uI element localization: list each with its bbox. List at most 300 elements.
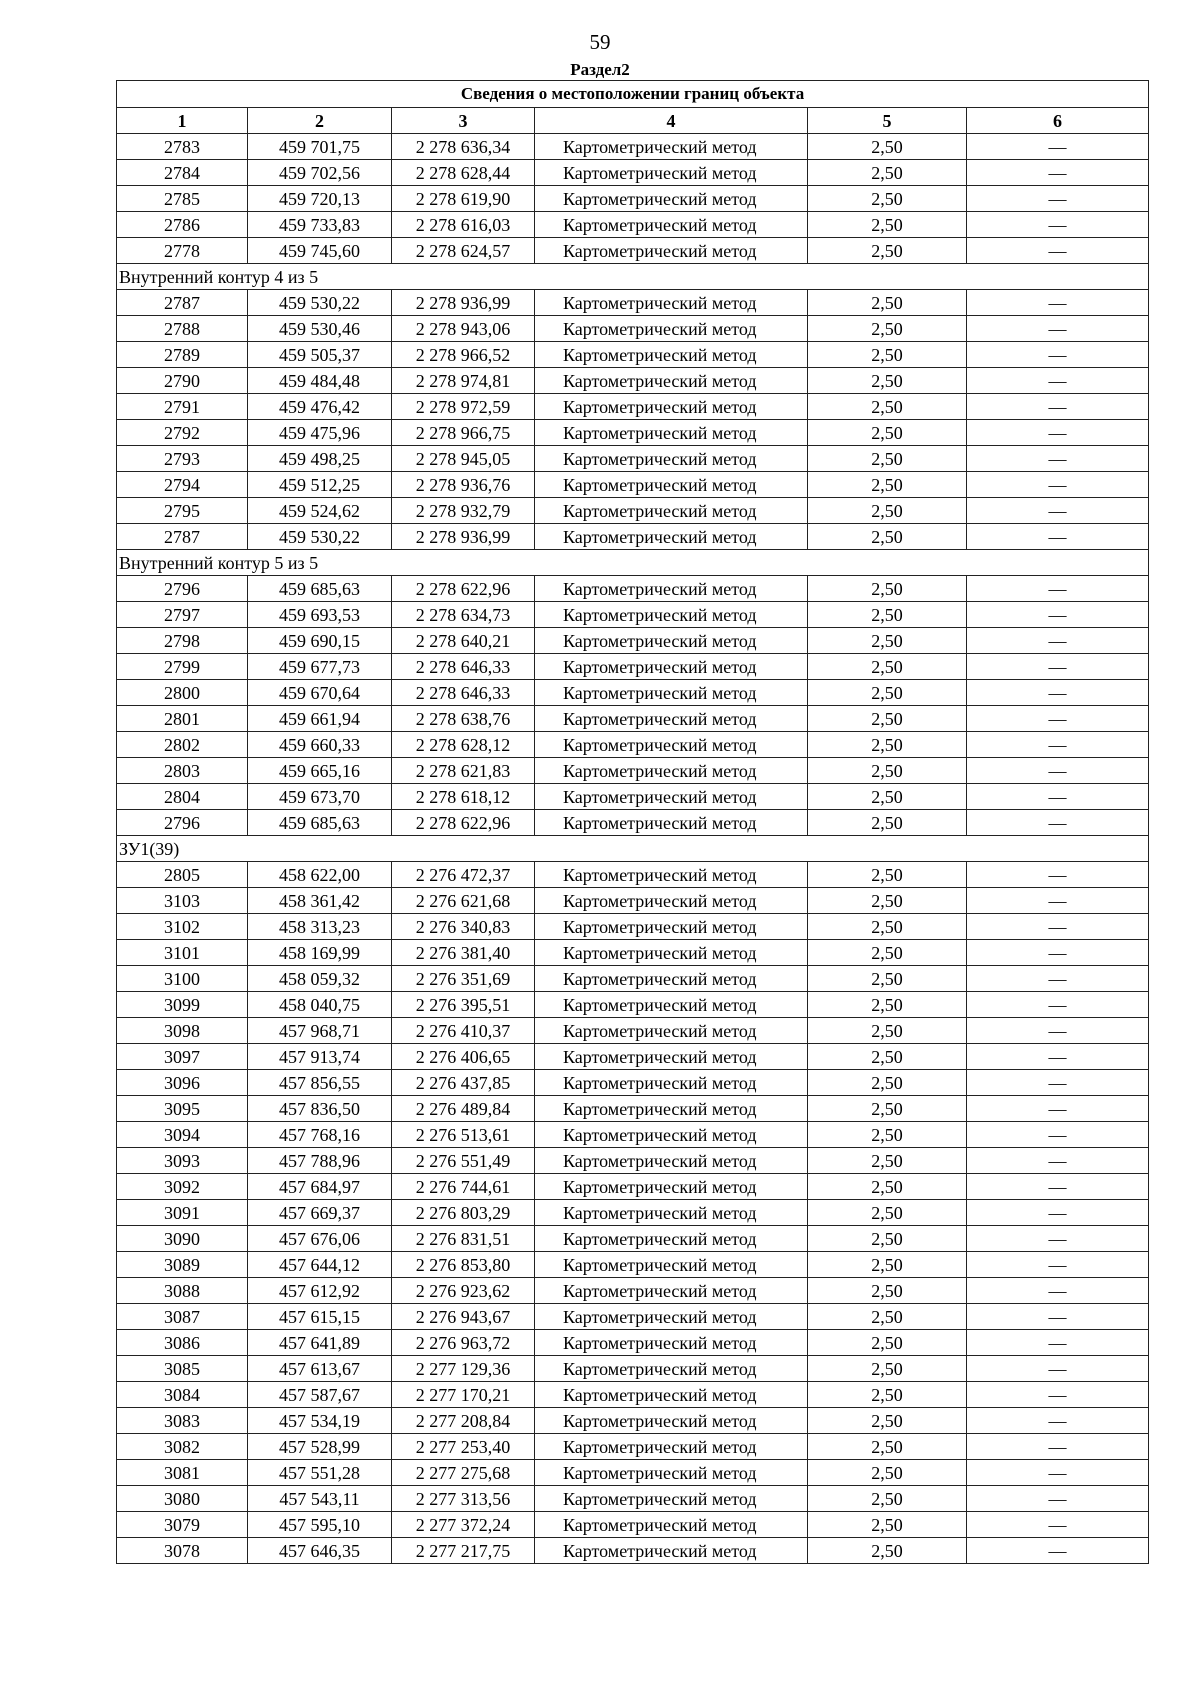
column-header: 6 bbox=[967, 108, 1149, 134]
x-coordinate-cell: 457 856,55 bbox=[248, 1070, 392, 1096]
table-row bbox=[117, 1122, 1149, 1148]
accuracy-cell: 2,50 bbox=[808, 1226, 967, 1252]
point-number-cell: 2786 bbox=[117, 212, 248, 238]
point-number-cell: 3091 bbox=[117, 1200, 248, 1226]
y-coordinate-cell: 2 278 640,21 bbox=[392, 628, 535, 654]
table-row bbox=[117, 576, 1149, 602]
method-cell: Картометрический метод bbox=[535, 1538, 808, 1564]
y-coordinate-cell: 2 278 622,96 bbox=[392, 810, 535, 836]
x-coordinate-cell: 459 530,46 bbox=[248, 316, 392, 342]
description-cell: — bbox=[967, 1122, 1149, 1148]
table-row bbox=[117, 1096, 1149, 1122]
method-cell: Картометрический метод bbox=[535, 524, 808, 550]
x-coordinate-cell: 457 595,10 bbox=[248, 1512, 392, 1538]
point-number-cell: 3078 bbox=[117, 1538, 248, 1564]
x-coordinate-cell: 457 641,89 bbox=[248, 1330, 392, 1356]
accuracy-cell: 2,50 bbox=[808, 1174, 967, 1200]
table-row bbox=[117, 784, 1149, 810]
method-cell: Картометрический метод bbox=[535, 342, 808, 368]
point-number-cell: 2793 bbox=[117, 446, 248, 472]
point-number-cell: 3096 bbox=[117, 1070, 248, 1096]
contour-group-label: ЗУ1(39) bbox=[117, 836, 1149, 862]
table-row bbox=[117, 628, 1149, 654]
description-cell: — bbox=[967, 1512, 1149, 1538]
accuracy-cell: 2,50 bbox=[808, 1330, 967, 1356]
point-number-cell: 3080 bbox=[117, 1486, 248, 1512]
method-cell: Картометрический метод bbox=[535, 1330, 808, 1356]
method-cell: Картометрический метод bbox=[535, 316, 808, 342]
point-number-cell: 3087 bbox=[117, 1304, 248, 1330]
accuracy-cell: 2,50 bbox=[808, 1200, 967, 1226]
x-coordinate-cell: 457 836,50 bbox=[248, 1096, 392, 1122]
method-cell: Картометрический метод bbox=[535, 992, 808, 1018]
description-cell: — bbox=[967, 914, 1149, 940]
point-number-cell: 2784 bbox=[117, 160, 248, 186]
accuracy-cell: 2,50 bbox=[808, 186, 967, 212]
method-cell: Картометрический метод bbox=[535, 1460, 808, 1486]
accuracy-cell: 2,50 bbox=[808, 602, 967, 628]
column-header: 1 bbox=[117, 108, 248, 134]
point-number-cell: 3079 bbox=[117, 1512, 248, 1538]
y-coordinate-cell: 2 277 372,24 bbox=[392, 1512, 535, 1538]
point-number-cell: 2796 bbox=[117, 810, 248, 836]
accuracy-cell: 2,50 bbox=[808, 446, 967, 472]
description-cell: — bbox=[967, 472, 1149, 498]
y-coordinate-cell: 2 276 395,51 bbox=[392, 992, 535, 1018]
description-cell: — bbox=[967, 966, 1149, 992]
table-row bbox=[117, 1330, 1149, 1356]
description-cell: — bbox=[967, 1200, 1149, 1226]
point-number-cell: 2799 bbox=[117, 654, 248, 680]
y-coordinate-cell: 2 276 437,85 bbox=[392, 1070, 535, 1096]
point-number-cell: 2800 bbox=[117, 680, 248, 706]
method-cell: Картометрический метод bbox=[535, 1096, 808, 1122]
description-cell: — bbox=[967, 1460, 1149, 1486]
x-coordinate-cell: 457 646,35 bbox=[248, 1538, 392, 1564]
table-row bbox=[117, 290, 1149, 316]
description-cell: — bbox=[967, 342, 1149, 368]
x-coordinate-cell: 457 684,97 bbox=[248, 1174, 392, 1200]
accuracy-cell: 2,50 bbox=[808, 290, 967, 316]
y-coordinate-cell: 2 276 943,67 bbox=[392, 1304, 535, 1330]
point-number-cell: 3088 bbox=[117, 1278, 248, 1304]
description-cell: — bbox=[967, 1226, 1149, 1252]
table-row bbox=[117, 394, 1149, 420]
y-coordinate-cell: 2 277 253,40 bbox=[392, 1434, 535, 1460]
accuracy-cell: 2,50 bbox=[808, 1434, 967, 1460]
method-cell: Картометрический метод bbox=[535, 888, 808, 914]
table-row bbox=[117, 212, 1149, 238]
method-cell: Картометрический метод bbox=[535, 186, 808, 212]
method-cell: Картометрический метод bbox=[535, 160, 808, 186]
x-coordinate-cell: 457 676,06 bbox=[248, 1226, 392, 1252]
description-cell: — bbox=[967, 524, 1149, 550]
point-number-cell: 2778 bbox=[117, 238, 248, 264]
description-cell: — bbox=[967, 1382, 1149, 1408]
accuracy-cell: 2,50 bbox=[808, 342, 967, 368]
column-header: 5 bbox=[808, 108, 967, 134]
x-coordinate-cell: 459 498,25 bbox=[248, 446, 392, 472]
accuracy-cell: 2,50 bbox=[808, 810, 967, 836]
x-coordinate-cell: 459 530,22 bbox=[248, 290, 392, 316]
description-cell: — bbox=[967, 784, 1149, 810]
y-coordinate-cell: 2 276 803,29 bbox=[392, 1200, 535, 1226]
description-cell: — bbox=[967, 316, 1149, 342]
point-number-cell: 2785 bbox=[117, 186, 248, 212]
point-number-cell: 2790 bbox=[117, 368, 248, 394]
point-number-cell: 2804 bbox=[117, 784, 248, 810]
description-cell: — bbox=[967, 1538, 1149, 1564]
method-cell: Картометрический метод bbox=[535, 1382, 808, 1408]
method-cell: Картометрический метод bbox=[535, 914, 808, 940]
method-cell: Картометрический метод bbox=[535, 1356, 808, 1382]
accuracy-cell: 2,50 bbox=[808, 472, 967, 498]
method-cell: Картометрический метод bbox=[535, 1252, 808, 1278]
y-coordinate-cell: 2 276 489,84 bbox=[392, 1096, 535, 1122]
description-cell: — bbox=[967, 1174, 1149, 1200]
point-number-cell: 2802 bbox=[117, 732, 248, 758]
description-cell: — bbox=[967, 602, 1149, 628]
y-coordinate-cell: 2 276 853,80 bbox=[392, 1252, 535, 1278]
x-coordinate-cell: 457 669,37 bbox=[248, 1200, 392, 1226]
contour-group-label: Внутренний контур 5 из 5 bbox=[117, 550, 1149, 576]
table-row bbox=[117, 1382, 1149, 1408]
table-row bbox=[117, 420, 1149, 446]
table-row bbox=[117, 1408, 1149, 1434]
table-caption-row bbox=[117, 81, 1149, 108]
x-coordinate-cell: 457 968,71 bbox=[248, 1018, 392, 1044]
description-cell: — bbox=[967, 732, 1149, 758]
method-cell: Картометрический метод bbox=[535, 1512, 808, 1538]
table-row bbox=[117, 316, 1149, 342]
y-coordinate-cell: 2 276 923,62 bbox=[392, 1278, 535, 1304]
boundary-coordinates-table bbox=[116, 80, 1149, 1564]
accuracy-cell: 2,50 bbox=[808, 1018, 967, 1044]
description-cell: — bbox=[967, 1070, 1149, 1096]
method-cell: Картометрический метод bbox=[535, 680, 808, 706]
method-cell: Картометрический метод bbox=[535, 706, 808, 732]
table-row bbox=[117, 758, 1149, 784]
method-cell: Картометрический метод bbox=[535, 628, 808, 654]
method-cell: Картометрический метод bbox=[535, 238, 808, 264]
description-cell: — bbox=[967, 212, 1149, 238]
y-coordinate-cell: 2 276 351,69 bbox=[392, 966, 535, 992]
y-coordinate-cell: 2 278 636,34 bbox=[392, 134, 535, 160]
x-coordinate-cell: 459 661,94 bbox=[248, 706, 392, 732]
y-coordinate-cell: 2 277 208,84 bbox=[392, 1408, 535, 1434]
point-number-cell: 2783 bbox=[117, 134, 248, 160]
table-row bbox=[117, 1070, 1149, 1096]
accuracy-cell: 2,50 bbox=[808, 1538, 967, 1564]
method-cell: Картометрический метод bbox=[535, 1434, 808, 1460]
description-cell: — bbox=[967, 498, 1149, 524]
y-coordinate-cell: 2 276 406,65 bbox=[392, 1044, 535, 1070]
description-cell: — bbox=[967, 680, 1149, 706]
x-coordinate-cell: 459 484,48 bbox=[248, 368, 392, 394]
y-coordinate-cell: 2 276 963,72 bbox=[392, 1330, 535, 1356]
description-cell: — bbox=[967, 1434, 1149, 1460]
method-cell: Картометрический метод bbox=[535, 576, 808, 602]
x-coordinate-cell: 459 693,53 bbox=[248, 602, 392, 628]
x-coordinate-cell: 459 685,63 bbox=[248, 576, 392, 602]
description-cell: — bbox=[967, 420, 1149, 446]
y-coordinate-cell: 2 276 340,83 bbox=[392, 914, 535, 940]
table-row bbox=[117, 160, 1149, 186]
x-coordinate-cell: 458 622,00 bbox=[248, 862, 392, 888]
accuracy-cell: 2,50 bbox=[808, 940, 967, 966]
accuracy-cell: 2,50 bbox=[808, 1252, 967, 1278]
method-cell: Картометрический метод bbox=[535, 1018, 808, 1044]
accuracy-cell: 2,50 bbox=[808, 732, 967, 758]
description-cell: — bbox=[967, 1408, 1149, 1434]
description-cell: — bbox=[967, 706, 1149, 732]
accuracy-cell: 2,50 bbox=[808, 888, 967, 914]
description-cell: — bbox=[967, 1096, 1149, 1122]
y-coordinate-cell: 2 278 932,79 bbox=[392, 498, 535, 524]
x-coordinate-cell: 457 543,11 bbox=[248, 1486, 392, 1512]
table-caption: Сведения о местоположении границ объекта bbox=[117, 81, 1149, 108]
accuracy-cell: 2,50 bbox=[808, 368, 967, 394]
table-row bbox=[117, 1226, 1149, 1252]
description-cell: — bbox=[967, 1304, 1149, 1330]
y-coordinate-cell: 2 276 551,49 bbox=[392, 1148, 535, 1174]
point-number-cell: 3099 bbox=[117, 992, 248, 1018]
accuracy-cell: 2,50 bbox=[808, 134, 967, 160]
x-coordinate-cell: 459 665,16 bbox=[248, 758, 392, 784]
table-row bbox=[117, 1174, 1149, 1200]
y-coordinate-cell: 2 277 275,68 bbox=[392, 1460, 535, 1486]
x-coordinate-cell: 457 913,74 bbox=[248, 1044, 392, 1070]
table-row bbox=[117, 1460, 1149, 1486]
method-cell: Картометрический метод bbox=[535, 420, 808, 446]
contour-group-label: Внутренний контур 4 из 5 bbox=[117, 264, 1149, 290]
table-row bbox=[117, 706, 1149, 732]
method-cell: Картометрический метод bbox=[535, 498, 808, 524]
method-cell: Картометрический метод bbox=[535, 1044, 808, 1070]
point-number-cell: 3095 bbox=[117, 1096, 248, 1122]
description-cell: — bbox=[967, 810, 1149, 836]
description-cell: — bbox=[967, 1486, 1149, 1512]
x-coordinate-cell: 457 644,12 bbox=[248, 1252, 392, 1278]
description-cell: — bbox=[967, 992, 1149, 1018]
description-cell: — bbox=[967, 394, 1149, 420]
y-coordinate-cell: 2 277 129,36 bbox=[392, 1356, 535, 1382]
y-coordinate-cell: 2 276 621,68 bbox=[392, 888, 535, 914]
description-cell: — bbox=[967, 1278, 1149, 1304]
contour-group-row bbox=[117, 836, 1149, 862]
table-row bbox=[117, 992, 1149, 1018]
description-cell: — bbox=[967, 1356, 1149, 1382]
description-cell: — bbox=[967, 1018, 1149, 1044]
point-number-cell: 3101 bbox=[117, 940, 248, 966]
description-cell: — bbox=[967, 238, 1149, 264]
accuracy-cell: 2,50 bbox=[808, 1278, 967, 1304]
y-coordinate-cell: 2 278 966,52 bbox=[392, 342, 535, 368]
point-number-cell: 2787 bbox=[117, 290, 248, 316]
accuracy-cell: 2,50 bbox=[808, 628, 967, 654]
point-number-cell: 2794 bbox=[117, 472, 248, 498]
description-cell: — bbox=[967, 1252, 1149, 1278]
y-coordinate-cell: 2 277 217,75 bbox=[392, 1538, 535, 1564]
table-row bbox=[117, 238, 1149, 264]
y-coordinate-cell: 2 278 634,73 bbox=[392, 602, 535, 628]
point-number-cell: 2795 bbox=[117, 498, 248, 524]
method-cell: Картометрический метод bbox=[535, 446, 808, 472]
y-coordinate-cell: 2 278 974,81 bbox=[392, 368, 535, 394]
accuracy-cell: 2,50 bbox=[808, 160, 967, 186]
description-cell: — bbox=[967, 160, 1149, 186]
accuracy-cell: 2,50 bbox=[808, 1356, 967, 1382]
table-body bbox=[117, 134, 1149, 1564]
method-cell: Картометрический метод bbox=[535, 1148, 808, 1174]
accuracy-cell: 2,50 bbox=[808, 1408, 967, 1434]
table-row bbox=[117, 810, 1149, 836]
x-coordinate-cell: 458 361,42 bbox=[248, 888, 392, 914]
x-coordinate-cell: 457 768,16 bbox=[248, 1122, 392, 1148]
method-cell: Картометрический метод bbox=[535, 940, 808, 966]
table-row bbox=[117, 1304, 1149, 1330]
description-cell: — bbox=[967, 446, 1149, 472]
method-cell: Картометрический метод bbox=[535, 862, 808, 888]
accuracy-cell: 2,50 bbox=[808, 1486, 967, 1512]
contour-group-row bbox=[117, 264, 1149, 290]
point-number-cell: 3084 bbox=[117, 1382, 248, 1408]
point-number-cell: 3093 bbox=[117, 1148, 248, 1174]
y-coordinate-cell: 2 278 936,99 bbox=[392, 524, 535, 550]
table-row bbox=[117, 602, 1149, 628]
method-cell: Картометрический метод bbox=[535, 394, 808, 420]
y-coordinate-cell: 2 278 616,03 bbox=[392, 212, 535, 238]
y-coordinate-cell: 2 278 618,12 bbox=[392, 784, 535, 810]
y-coordinate-cell: 2 278 628,44 bbox=[392, 160, 535, 186]
point-number-cell: 2787 bbox=[117, 524, 248, 550]
x-coordinate-cell: 458 040,75 bbox=[248, 992, 392, 1018]
y-coordinate-cell: 2 278 945,05 bbox=[392, 446, 535, 472]
y-coordinate-cell: 2 278 943,06 bbox=[392, 316, 535, 342]
accuracy-cell: 2,50 bbox=[808, 1148, 967, 1174]
x-coordinate-cell: 459 690,15 bbox=[248, 628, 392, 654]
y-coordinate-cell: 2 278 966,75 bbox=[392, 420, 535, 446]
y-coordinate-cell: 2 278 646,33 bbox=[392, 654, 535, 680]
y-coordinate-cell: 2 278 936,99 bbox=[392, 290, 535, 316]
point-number-cell: 2805 bbox=[117, 862, 248, 888]
method-cell: Картометрический метод bbox=[535, 290, 808, 316]
page-number: 59 bbox=[589, 30, 611, 54]
point-number-cell: 3102 bbox=[117, 914, 248, 940]
description-cell: — bbox=[967, 1148, 1149, 1174]
table-row bbox=[117, 472, 1149, 498]
accuracy-cell: 2,50 bbox=[808, 706, 967, 732]
x-coordinate-cell: 459 701,75 bbox=[248, 134, 392, 160]
y-coordinate-cell: 2 276 472,37 bbox=[392, 862, 535, 888]
x-coordinate-cell: 457 528,99 bbox=[248, 1434, 392, 1460]
table-row bbox=[117, 1200, 1149, 1226]
x-coordinate-cell: 457 587,67 bbox=[248, 1382, 392, 1408]
method-cell: Картометрический метод bbox=[535, 784, 808, 810]
y-coordinate-cell: 2 276 381,40 bbox=[392, 940, 535, 966]
x-coordinate-cell: 457 534,19 bbox=[248, 1408, 392, 1434]
table-row bbox=[117, 862, 1149, 888]
method-cell: Картометрический метод bbox=[535, 1070, 808, 1096]
table-row bbox=[117, 1252, 1149, 1278]
method-cell: Картометрический метод bbox=[535, 654, 808, 680]
x-coordinate-cell: 457 615,15 bbox=[248, 1304, 392, 1330]
x-coordinate-cell: 458 059,32 bbox=[248, 966, 392, 992]
method-cell: Картометрический метод bbox=[535, 368, 808, 394]
x-coordinate-cell: 459 524,62 bbox=[248, 498, 392, 524]
x-coordinate-cell: 459 512,25 bbox=[248, 472, 392, 498]
point-number-cell: 3098 bbox=[117, 1018, 248, 1044]
method-cell: Картометрический метод bbox=[535, 602, 808, 628]
table-row bbox=[117, 966, 1149, 992]
accuracy-cell: 2,50 bbox=[808, 498, 967, 524]
accuracy-cell: 2,50 bbox=[808, 680, 967, 706]
table-row bbox=[117, 888, 1149, 914]
table-row bbox=[117, 654, 1149, 680]
x-coordinate-cell: 459 733,83 bbox=[248, 212, 392, 238]
accuracy-cell: 2,50 bbox=[808, 524, 967, 550]
point-number-cell: 2789 bbox=[117, 342, 248, 368]
accuracy-cell: 2,50 bbox=[808, 1044, 967, 1070]
accuracy-cell: 2,50 bbox=[808, 1382, 967, 1408]
table-row bbox=[117, 1044, 1149, 1070]
table-row bbox=[117, 186, 1149, 212]
table-row bbox=[117, 1018, 1149, 1044]
accuracy-cell: 2,50 bbox=[808, 966, 967, 992]
table-row bbox=[117, 680, 1149, 706]
description-cell: — bbox=[967, 134, 1149, 160]
point-number-cell: 3085 bbox=[117, 1356, 248, 1382]
description-cell: — bbox=[967, 1044, 1149, 1070]
point-number-cell: 3089 bbox=[117, 1252, 248, 1278]
section-title: Раздел2 bbox=[570, 60, 630, 79]
y-coordinate-cell: 2 278 646,33 bbox=[392, 680, 535, 706]
table-header-row bbox=[117, 108, 1149, 134]
method-cell: Картометрический метод bbox=[535, 212, 808, 238]
point-number-cell: 2791 bbox=[117, 394, 248, 420]
accuracy-cell: 2,50 bbox=[808, 1070, 967, 1096]
accuracy-cell: 2,50 bbox=[808, 784, 967, 810]
y-coordinate-cell: 2 278 936,76 bbox=[392, 472, 535, 498]
description-cell: — bbox=[967, 628, 1149, 654]
table-row bbox=[117, 446, 1149, 472]
column-header: 4 bbox=[535, 108, 808, 134]
y-coordinate-cell: 2 276 513,61 bbox=[392, 1122, 535, 1148]
x-coordinate-cell: 459 685,63 bbox=[248, 810, 392, 836]
y-coordinate-cell: 2 278 972,59 bbox=[392, 394, 535, 420]
method-cell: Картометрический метод bbox=[535, 472, 808, 498]
x-coordinate-cell: 459 660,33 bbox=[248, 732, 392, 758]
point-number-cell: 2798 bbox=[117, 628, 248, 654]
point-number-cell: 2792 bbox=[117, 420, 248, 446]
x-coordinate-cell: 457 551,28 bbox=[248, 1460, 392, 1486]
table-row bbox=[117, 342, 1149, 368]
point-number-cell: 3097 bbox=[117, 1044, 248, 1070]
accuracy-cell: 2,50 bbox=[808, 1460, 967, 1486]
accuracy-cell: 2,50 bbox=[808, 758, 967, 784]
method-cell: Картометрический метод bbox=[535, 1304, 808, 1330]
method-cell: Картометрический метод bbox=[535, 1122, 808, 1148]
x-coordinate-cell: 458 169,99 bbox=[248, 940, 392, 966]
description-cell: — bbox=[967, 290, 1149, 316]
x-coordinate-cell: 459 530,22 bbox=[248, 524, 392, 550]
point-number-cell: 3094 bbox=[117, 1122, 248, 1148]
point-number-cell: 3103 bbox=[117, 888, 248, 914]
table-row bbox=[117, 1512, 1149, 1538]
method-cell: Картометрический метод bbox=[535, 1226, 808, 1252]
method-cell: Картометрический метод bbox=[535, 732, 808, 758]
table-row bbox=[117, 940, 1149, 966]
